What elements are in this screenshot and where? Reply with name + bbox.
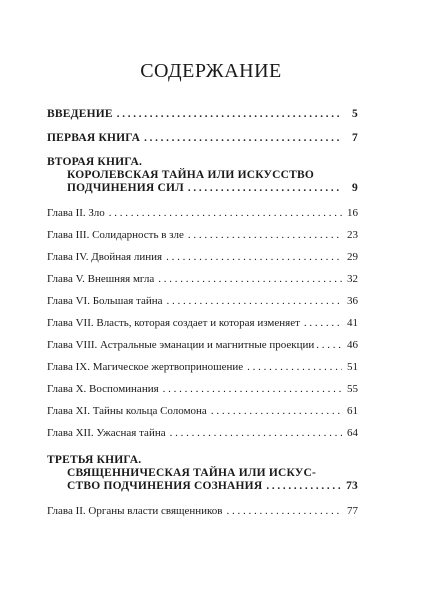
dot-leader <box>117 108 342 120</box>
toc-entry-page: 5 <box>352 108 358 120</box>
toc-entry-label: ПЕРВАЯ КНИГА <box>47 132 141 144</box>
dot-leader <box>166 251 342 263</box>
toc-entry-page: 41 <box>347 317 358 329</box>
toc-entry-page: 23 <box>347 229 358 241</box>
book-heading: ТРЕТЬЯ КНИГА. <box>47 454 142 466</box>
toc-entry-third-book[interactable] <box>47 454 358 492</box>
toc-entry-first-book[interactable] <box>47 132 358 144</box>
dot-leader <box>247 361 342 373</box>
toc-entry-label: Глава II. Зло <box>47 207 105 219</box>
toc-entry-label: Глава III. Солидарность в зле <box>47 229 184 241</box>
toc-entry-chapter[interactable] <box>47 295 358 307</box>
toc-entry-page: 36 <box>347 295 358 307</box>
dot-leader <box>188 182 342 194</box>
toc-entry-label: ВВЕДЕНИЕ <box>47 108 113 120</box>
dot-leader <box>188 229 342 241</box>
toc-entry-chapter[interactable] <box>47 339 358 351</box>
toc-entry-page: 7 <box>352 132 358 144</box>
dot-leader <box>227 505 342 517</box>
dot-leader <box>316 339 344 351</box>
dot-leader <box>170 427 342 439</box>
toc-entry-label: Глава VI. Большая тайна <box>47 295 163 307</box>
toc-entry-introduction[interactable] <box>47 108 358 120</box>
toc-entry-page: 73 <box>346 480 358 492</box>
toc-entry-chapter[interactable] <box>47 251 358 263</box>
page-title: СОДЕРЖАНИЕ <box>140 60 282 82</box>
toc-entry-chapter[interactable] <box>47 505 358 517</box>
toc-entry-page: 61 <box>347 405 358 417</box>
toc-entry-label: Глава VII. Власть, которая создает и которая изменяет <box>47 317 300 329</box>
toc-entry-chapter[interactable] <box>47 273 358 285</box>
book-subtitle-last-line <box>47 182 358 194</box>
toc-entry-page: 77 <box>347 505 358 517</box>
dot-leader <box>304 317 342 329</box>
toc-entry-label: ПОДЧИНЕНИЯ СИЛ <box>67 182 184 194</box>
book-heading: ВТОРАЯ КНИГА. <box>47 156 143 168</box>
toc-entry-chapter[interactable] <box>47 317 358 329</box>
dot-leader <box>167 295 342 307</box>
book-subtitle-last-line <box>47 480 358 492</box>
dot-leader <box>158 273 342 285</box>
toc-entry-label: Глава V. Внешняя мгла <box>47 273 155 285</box>
toc-entry-chapter[interactable] <box>47 207 358 219</box>
toc-entry-label: Глава IV. Двойная линия <box>47 251 163 263</box>
table-of-contents <box>47 108 358 517</box>
dot-leader <box>144 132 342 144</box>
toc-entry-page: 29 <box>347 251 358 263</box>
toc-entry-label: Глава XI. Тайны кольца Соломона <box>47 405 207 417</box>
toc-entry-chapter[interactable] <box>47 361 358 373</box>
book-subtitle-line: СВЯЩЕННИЧЕСКАЯ ТАЙНА ИЛИ ИСКУС- <box>67 467 317 479</box>
book-subtitle-line: КОРОЛЕВСКАЯ ТАЙНА ИЛИ ИСКУССТВО <box>67 169 315 181</box>
toc-entry-page: 16 <box>347 207 358 219</box>
toc-entry-chapter[interactable] <box>47 427 358 439</box>
toc-entry-page: 9 <box>352 182 358 194</box>
toc-entry-page: 46 <box>347 339 358 351</box>
toc-entry-label: Глава VIII. Астральные эманации и магнитные проекции <box>47 339 315 351</box>
dot-leader <box>163 383 342 395</box>
toc-entry-label: Глава XII. Ужасная тайна <box>47 427 166 439</box>
toc-entry-page: 32 <box>347 273 358 285</box>
toc-entry-label: Глава IX. Магическое жертвоприношение <box>47 361 244 373</box>
toc-entry-label: СТВО ПОДЧИНЕНИЯ СОЗНАНИЯ <box>67 480 263 492</box>
toc-entry-chapter[interactable] <box>47 383 358 395</box>
dot-leader <box>109 207 342 219</box>
toc-entry-label: Глава X. Воспоминания <box>47 383 159 395</box>
toc-entry-page: 55 <box>347 383 358 395</box>
toc-entry-page: 64 <box>347 427 358 439</box>
dot-leader <box>211 405 342 417</box>
toc-entry-chapter[interactable] <box>47 229 358 241</box>
toc-entry-label: Глава II. Органы власти священников <box>47 505 223 517</box>
dot-leader <box>266 480 342 492</box>
toc-entry-page: 51 <box>347 361 358 373</box>
toc-entry-second-book[interactable] <box>47 156 358 194</box>
toc-entry-chapter[interactable] <box>47 405 358 417</box>
